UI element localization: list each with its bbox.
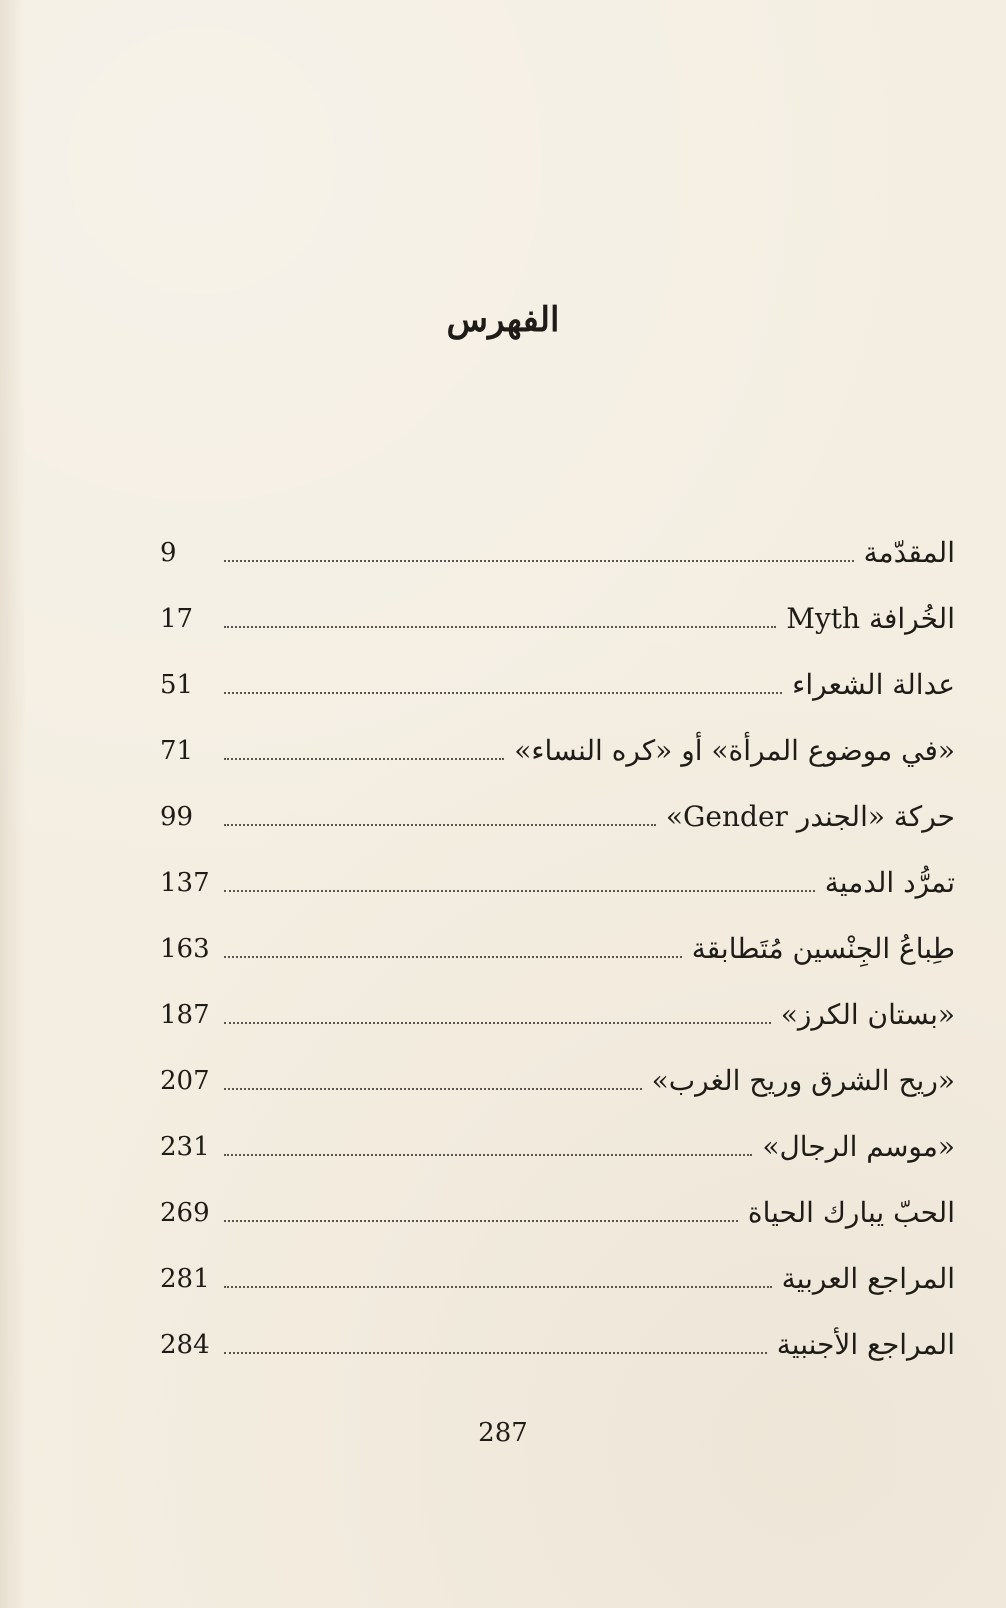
toc-entry-doll-rebellion [160, 850, 955, 916]
toc-entry-title: تمرُّد الدمية [824, 866, 955, 899]
toc-entry-title: طِباعُ الجِنْسين مُتَطابقة [691, 932, 955, 965]
toc-entry-introduction [160, 520, 955, 586]
toc-entry-page: 137 [160, 868, 210, 898]
toc-entry-page: 99 [160, 802, 194, 832]
dot-leader [224, 956, 682, 958]
toc-entry-title: حركة «الجندر Gender» [665, 800, 955, 833]
table-of-contents [160, 520, 955, 1378]
dot-leader [224, 1022, 771, 1024]
page-number: 287 [478, 1418, 528, 1448]
page-gutter-shadow [0, 0, 26, 1608]
toc-entry-page: 207 [160, 1066, 210, 1096]
toc-entry-love-blesses-life [160, 1180, 955, 1246]
toc-entry-gender-movement [160, 784, 955, 850]
toc-entry-title: المراجع العربية [781, 1262, 955, 1295]
toc-entry-arabic-references [160, 1246, 955, 1312]
toc-entry-page: 163 [160, 934, 210, 964]
toc-entry-page: 51 [160, 670, 194, 700]
toc-entry-page: 281 [160, 1264, 210, 1294]
dot-leader [224, 1088, 642, 1090]
dot-leader [224, 1220, 738, 1222]
dot-leader [224, 1154, 752, 1156]
toc-entry-title: عدالة الشعراء [792, 668, 955, 701]
toc-entry-title: «موسم الرجال» [762, 1130, 955, 1163]
toc-entry-season-of-men [160, 1114, 955, 1180]
toc-entry-poets-justice [160, 652, 955, 718]
dot-leader [224, 758, 504, 760]
toc-entry-myth [160, 586, 955, 652]
toc-entry-title: «ريح الشرق وريح الغرب» [651, 1064, 955, 1097]
toc-entry-title: الحبّ يبارك الحياة [747, 1196, 955, 1229]
toc-entry-page: 187 [160, 1000, 210, 1030]
toc-entry-page: 9 [160, 538, 177, 568]
toc-entry-page: 17 [160, 604, 194, 634]
toc-heading: الفهرس [446, 300, 560, 340]
toc-entry-page: 284 [160, 1330, 210, 1360]
toc-entry-east-west-wind [160, 1048, 955, 1114]
dot-leader [224, 1286, 772, 1288]
toc-entry-women-topic [160, 718, 955, 784]
toc-entry-title: الخُرافة Myth [786, 602, 955, 635]
dot-leader [224, 1352, 767, 1354]
toc-entry-title: المقدّمة [863, 536, 955, 569]
dot-leader [224, 890, 815, 892]
toc-entry-title: المراجع الأجنبية [776, 1328, 955, 1361]
toc-entry-title: «في موضوع المرأة» أو «كره النساء» [514, 734, 955, 767]
toc-entry-identical-natures [160, 916, 955, 982]
toc-entry-cherry-orchard [160, 982, 955, 1048]
toc-entry-page: 231 [160, 1132, 210, 1162]
dot-leader [224, 626, 776, 628]
toc-entry-foreign-references [160, 1312, 955, 1378]
dot-leader [224, 692, 782, 694]
toc-entry-title: «بستان الكرز» [780, 998, 955, 1031]
toc-entry-page: 71 [160, 736, 194, 766]
dot-leader [224, 560, 854, 562]
toc-entry-page: 269 [160, 1198, 210, 1228]
dot-leader [224, 824, 656, 826]
